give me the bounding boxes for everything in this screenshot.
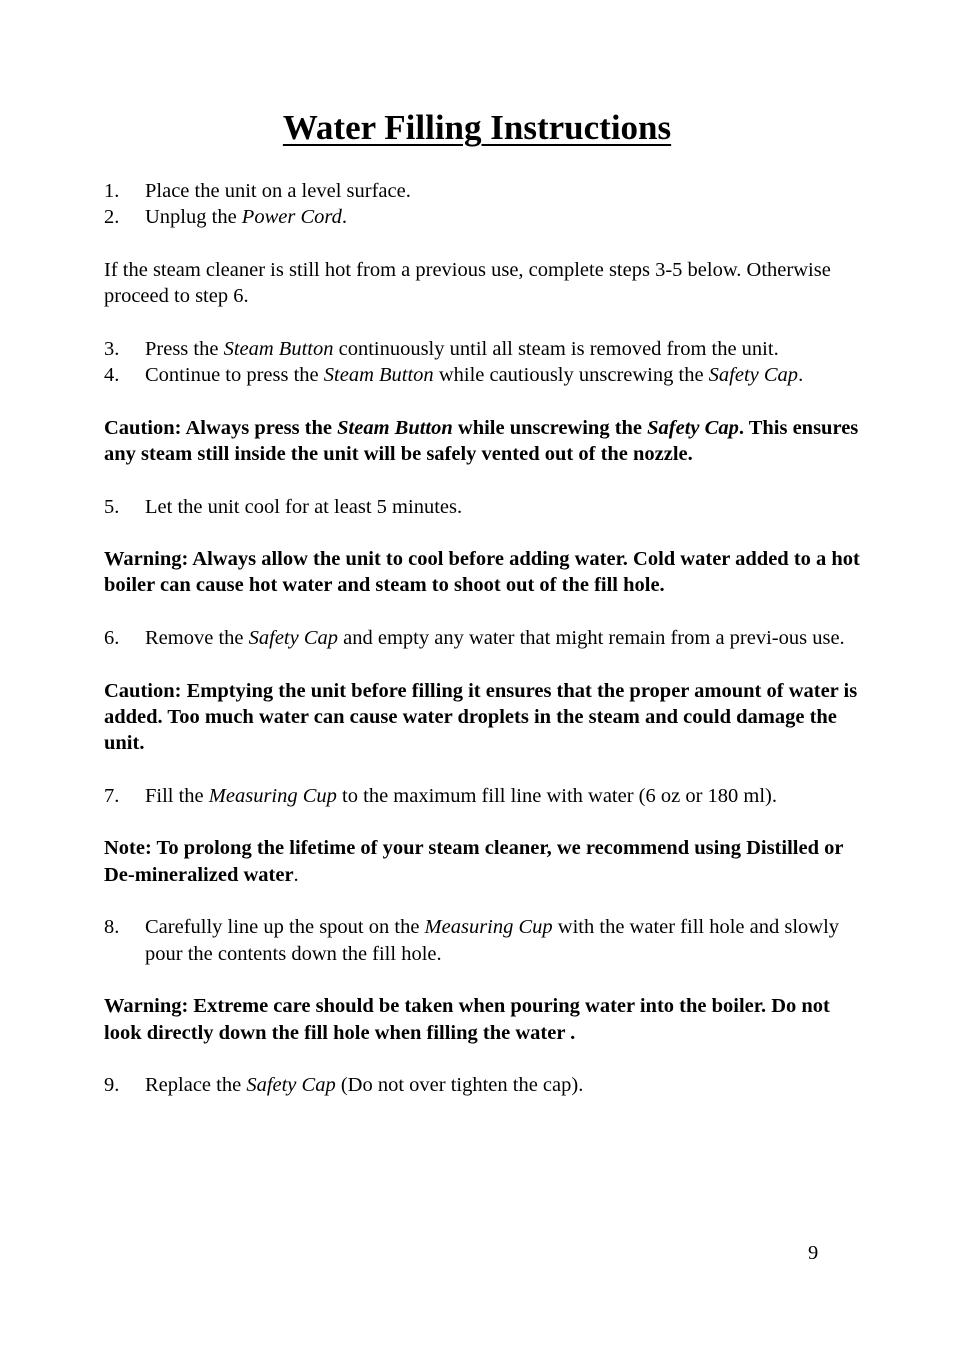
warning-cool-unit: Warning: Always allow the unit to cool before adding water. Cold water added to a hot boiler can cause hot water and steam to shoot out of the fill hole.	[104, 548, 860, 597]
step-5	[104, 494, 864, 520]
step-number: 3.	[104, 337, 120, 360]
step-text: Replace the	[145, 1074, 247, 1097]
step-7	[104, 783, 864, 809]
step-text: Carefully line up the spout on the	[145, 916, 425, 939]
term-steam-button: Steam Button	[337, 416, 453, 439]
term-steam-button: Steam Button	[323, 364, 434, 387]
term-measuring-cup: Measuring Cup	[208, 784, 337, 807]
step-text: Remove the	[145, 627, 249, 650]
step-text: (Do not over tighten the cap).	[335, 1074, 584, 1097]
step-9	[104, 1072, 864, 1098]
step-text: continuously until all steam is removed from the unit.	[333, 337, 779, 360]
caution-empty-unit: Caution: Emptying the unit before filling it ensures that the proper amount of water is added. Too much water can cause water droplets in the steam and could damage the unit.	[104, 679, 858, 755]
step-text: Fill the	[145, 784, 209, 807]
step-8	[104, 914, 864, 967]
hot-unit-paragraph: If the steam cleaner is still hot from a previous use, complete steps 3-5 below. Otherwise proceed to step 6.	[104, 258, 831, 308]
caution-text: . This ensures any steam still inside the unit will be safely vented out of the nozzle.	[104, 416, 859, 465]
term-power-cord: Power Cord	[241, 206, 342, 229]
note-distilled-water	[104, 835, 864, 888]
step-number: 1.	[104, 180, 120, 202]
step-text: Continue to press the	[145, 364, 324, 387]
step-number: 9.	[104, 1074, 120, 1097]
instructions-body	[104, 178, 864, 1098]
term-measuring-cup: Measuring Cup	[424, 916, 553, 939]
step-text: to the maximum fill line with water (6 oz or 180 ml).	[336, 784, 778, 807]
step-3	[104, 336, 864, 362]
step-text: Place the unit on a level surface.	[145, 180, 411, 202]
step-text: Unplug the	[145, 206, 242, 229]
step-number: 5.	[104, 495, 120, 518]
step-number: 7.	[104, 784, 120, 807]
step-text: with the water fill hole and slowly pour the contents down the fill hole.	[145, 916, 840, 965]
step-text: Press the	[145, 337, 224, 360]
term-steam-button: Steam Button	[223, 337, 334, 360]
step-2	[104, 204, 864, 230]
warning-pouring-water: Warning: Extreme care should be taken when pouring water into the boiler. Do not look directly down the fill hole when filling the water .	[104, 995, 830, 1044]
note-tail: .	[293, 863, 299, 886]
step-number: 8.	[104, 916, 120, 939]
caution-text: Caution: Always press the	[104, 416, 338, 439]
term-safety-cap: Safety Cap	[246, 1074, 336, 1097]
page-number: 9	[808, 1242, 819, 1264]
caution-steam-button	[104, 415, 864, 468]
step-6	[104, 625, 864, 651]
step-number: 6.	[104, 627, 120, 650]
step-4	[104, 362, 864, 388]
term-safety-cap: Safety Cap	[708, 364, 799, 387]
step-number: 2.	[104, 206, 120, 229]
step-text: .	[341, 206, 347, 229]
note-text: Note: To prolong the lifetime of your steam cleaner, we recommend using Distilled or De-mineralized water	[104, 837, 844, 886]
page-title: Water Filling Instructions	[282, 108, 672, 147]
step-text: .	[798, 364, 804, 387]
step-text: while cautiously unscrewing the	[433, 364, 709, 387]
step-text: and empty any water that might remain from a previ-ous use.	[338, 627, 845, 650]
step-text: Let the unit cool for at least 5 minutes.	[145, 495, 463, 518]
term-safety-cap: Safety Cap	[248, 627, 339, 650]
step-1	[104, 178, 864, 204]
caution-text: while unscrewing the	[452, 416, 648, 439]
term-safety-cap: Safety Cap	[647, 416, 739, 439]
step-number: 4.	[104, 364, 120, 387]
